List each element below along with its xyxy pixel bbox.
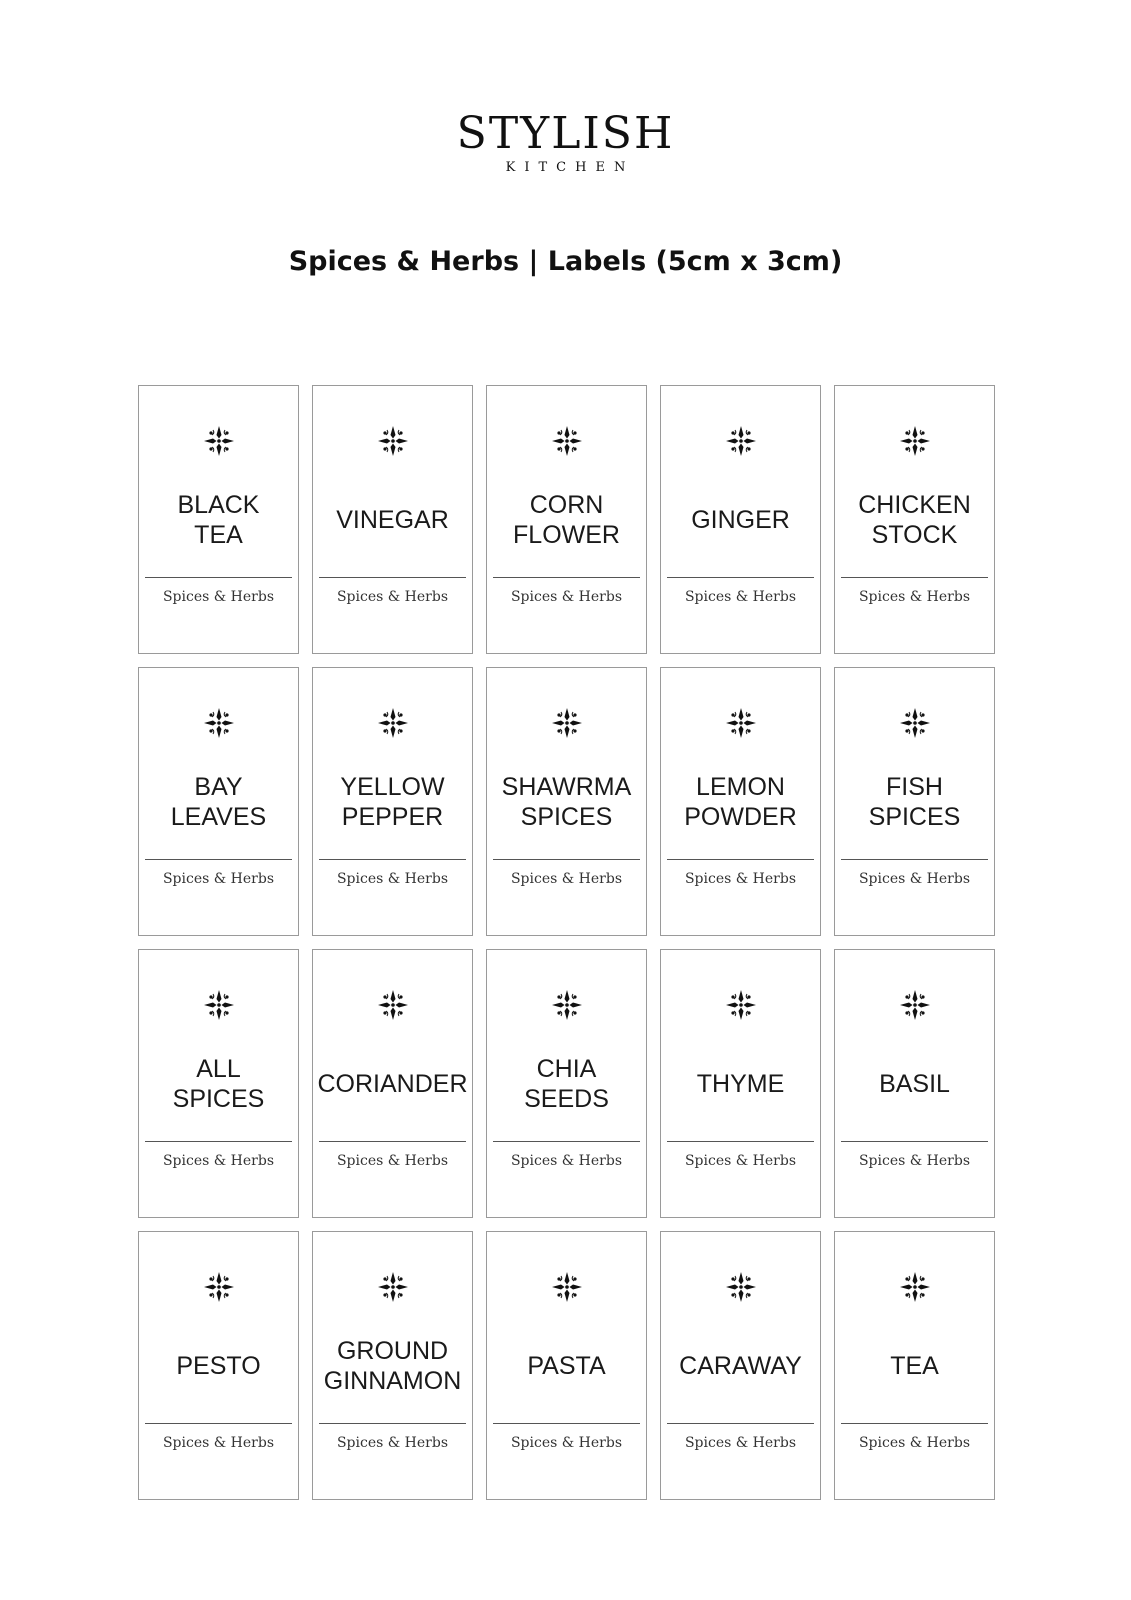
label-name: YELLOW PEPPER bbox=[340, 773, 445, 831]
label-subtitle: Spices & Herbs bbox=[684, 1435, 797, 1451]
ornament-icon bbox=[202, 706, 236, 740]
label-name: BASIL bbox=[879, 1070, 950, 1098]
label-name-box bbox=[491, 1312, 642, 1420]
label-subtitle: Spices & Herbs bbox=[510, 871, 623, 887]
spice-label-card bbox=[660, 667, 821, 936]
label-name-box bbox=[143, 1312, 294, 1420]
ornament-icon bbox=[376, 706, 410, 740]
spice-label-card bbox=[834, 1231, 995, 1500]
label-divider bbox=[841, 1141, 988, 1142]
label-divider bbox=[493, 859, 640, 860]
label-name: SHAWRMA SPICES bbox=[501, 773, 632, 831]
label-divider bbox=[319, 859, 466, 860]
spice-label-card bbox=[486, 385, 647, 654]
label-subtitle: Spices & Herbs bbox=[336, 589, 449, 605]
label-name: GROUND GINNAMON bbox=[323, 1337, 462, 1395]
label-name-box bbox=[839, 466, 990, 574]
label-divider bbox=[145, 859, 292, 860]
label-name-box bbox=[491, 1030, 642, 1138]
label-divider bbox=[493, 1141, 640, 1142]
label-divider bbox=[667, 577, 814, 578]
ornament-icon bbox=[550, 706, 584, 740]
label-name: CHIA SEEDS bbox=[524, 1055, 609, 1113]
label-subtitle: Spices & Herbs bbox=[858, 589, 971, 605]
spice-label-card bbox=[834, 667, 995, 936]
label-divider bbox=[841, 859, 988, 860]
label-name-box bbox=[665, 1312, 816, 1420]
brand-name: STYLISH bbox=[456, 108, 675, 159]
label-name-box bbox=[665, 466, 816, 574]
ornament-icon bbox=[724, 988, 758, 1022]
spice-label-card bbox=[660, 385, 821, 654]
label-divider bbox=[145, 577, 292, 578]
label-divider bbox=[667, 1141, 814, 1142]
label-name: CORIANDER bbox=[317, 1070, 468, 1098]
label-divider bbox=[841, 1423, 988, 1424]
label-name: ALL SPICES bbox=[172, 1055, 265, 1113]
ornament-icon bbox=[550, 424, 584, 458]
label-name: BLACK TEA bbox=[177, 491, 260, 549]
label-subtitle: Spices & Herbs bbox=[162, 871, 275, 887]
label-name-box bbox=[839, 1312, 990, 1420]
ornament-icon bbox=[376, 424, 410, 458]
label-subtitle: Spices & Herbs bbox=[162, 1435, 275, 1451]
label-name-box bbox=[839, 748, 990, 856]
label-name-box bbox=[317, 748, 468, 856]
ornament-icon bbox=[724, 706, 758, 740]
label-subtitle: Spices & Herbs bbox=[858, 1153, 971, 1169]
brand-subname: KITCHEN bbox=[505, 160, 635, 175]
spice-label-card bbox=[486, 667, 647, 936]
label-divider bbox=[493, 1423, 640, 1424]
label-name: FISH SPICES bbox=[868, 773, 961, 831]
label-name: LEMON POWDER bbox=[684, 773, 797, 831]
label-name: PESTO bbox=[176, 1352, 261, 1380]
ornament-icon bbox=[376, 988, 410, 1022]
label-name-box bbox=[317, 1312, 468, 1420]
ornament-icon bbox=[724, 424, 758, 458]
label-divider bbox=[145, 1141, 292, 1142]
ornament-icon bbox=[898, 424, 932, 458]
label-grid bbox=[138, 385, 995, 1500]
label-divider bbox=[667, 1423, 814, 1424]
label-subtitle: Spices & Herbs bbox=[858, 1435, 971, 1451]
spice-label-card bbox=[660, 1231, 821, 1500]
spice-label-card bbox=[486, 1231, 647, 1500]
label-subtitle: Spices & Herbs bbox=[858, 871, 971, 887]
label-name-box bbox=[839, 1030, 990, 1138]
label-name-box bbox=[143, 1030, 294, 1138]
label-subtitle: Spices & Herbs bbox=[684, 1153, 797, 1169]
spice-label-card bbox=[138, 949, 299, 1218]
label-subtitle: Spices & Herbs bbox=[684, 871, 797, 887]
label-name-box bbox=[491, 748, 642, 856]
spice-label-card bbox=[138, 385, 299, 654]
spice-label-card bbox=[834, 949, 995, 1218]
label-subtitle: Spices & Herbs bbox=[336, 871, 449, 887]
label-subtitle: Spices & Herbs bbox=[162, 589, 275, 605]
label-divider bbox=[319, 1141, 466, 1142]
label-name: VINEGAR bbox=[336, 506, 449, 534]
spice-label-card bbox=[138, 667, 299, 936]
ornament-icon bbox=[202, 988, 236, 1022]
label-subtitle: Spices & Herbs bbox=[336, 1153, 449, 1169]
ornament-icon bbox=[202, 1270, 236, 1304]
ornament-icon bbox=[202, 424, 236, 458]
label-divider bbox=[841, 577, 988, 578]
ornament-icon bbox=[376, 1270, 410, 1304]
label-divider bbox=[667, 859, 814, 860]
label-subtitle: Spices & Herbs bbox=[684, 589, 797, 605]
label-divider bbox=[319, 577, 466, 578]
spice-label-card bbox=[138, 1231, 299, 1500]
spice-label-card bbox=[312, 667, 473, 936]
label-subtitle: Spices & Herbs bbox=[162, 1153, 275, 1169]
ornament-icon bbox=[550, 1270, 584, 1304]
label-name-box bbox=[665, 748, 816, 856]
label-divider bbox=[319, 1423, 466, 1424]
label-name: CARAWAY bbox=[679, 1352, 802, 1380]
ornament-icon bbox=[898, 706, 932, 740]
label-subtitle: Spices & Herbs bbox=[510, 589, 623, 605]
label-subtitle: Spices & Herbs bbox=[510, 1435, 623, 1451]
label-name: TEA bbox=[890, 1352, 939, 1380]
label-name: GINGER bbox=[691, 506, 790, 534]
ornament-icon bbox=[724, 1270, 758, 1304]
spice-label-card bbox=[486, 949, 647, 1218]
brand-logo bbox=[0, 108, 1131, 175]
label-name-box bbox=[143, 748, 294, 856]
spice-label-card bbox=[660, 949, 821, 1218]
label-name-box bbox=[317, 466, 468, 574]
ornament-icon bbox=[898, 988, 932, 1022]
label-name: CORN FLOWER bbox=[513, 491, 620, 549]
ornament-icon bbox=[550, 988, 584, 1022]
label-name: THYME bbox=[696, 1070, 785, 1098]
label-divider bbox=[493, 577, 640, 578]
label-name: BAY LEAVES bbox=[170, 773, 267, 831]
label-subtitle: Spices & Herbs bbox=[510, 1153, 623, 1169]
ornament-icon bbox=[898, 1270, 932, 1304]
label-name: CHICKEN STOCK bbox=[858, 491, 971, 549]
label-name: PASTA bbox=[527, 1352, 606, 1380]
label-name-box bbox=[665, 1030, 816, 1138]
label-divider bbox=[145, 1423, 292, 1424]
spice-label-card bbox=[312, 949, 473, 1218]
label-subtitle: Spices & Herbs bbox=[336, 1435, 449, 1451]
spice-label-card bbox=[312, 1231, 473, 1500]
spice-label-card bbox=[312, 385, 473, 654]
spice-label-card bbox=[834, 385, 995, 654]
label-name-box bbox=[317, 1030, 468, 1138]
label-name-box bbox=[491, 466, 642, 574]
label-name-box bbox=[143, 466, 294, 574]
page-title: Spices & Herbs | Labels (5cm x 3cm) bbox=[288, 246, 843, 277]
